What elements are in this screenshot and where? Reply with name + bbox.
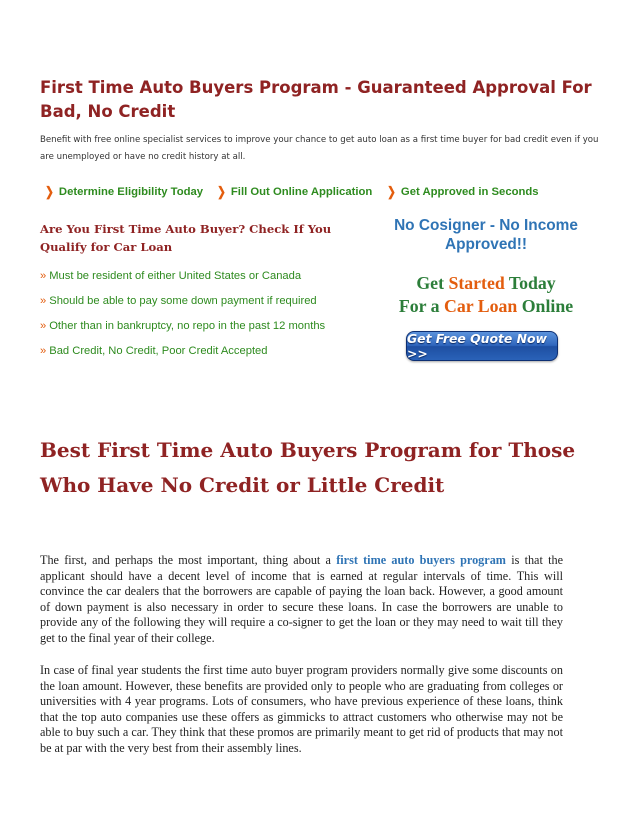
step-label: Fill Out Online Application bbox=[230, 186, 373, 198]
step-get-approved[interactable] bbox=[386, 184, 539, 200]
list-item-text: Should be able to pay some down payment if required bbox=[49, 295, 317, 307]
chevron-right-icon: ❯ bbox=[217, 184, 226, 199]
promo-started: Started bbox=[448, 273, 505, 293]
step-label: Determine Eligibility Today bbox=[58, 186, 204, 198]
step-fill-out-application[interactable] bbox=[216, 184, 372, 200]
bullet-marker: » bbox=[40, 270, 47, 282]
list-item-text: Other than in bankruptcy, no repo in the past 12 months bbox=[49, 320, 326, 332]
article-heading: Best First Time Auto Buyers Program for Those Who Have No Credit or Little Credit bbox=[40, 438, 576, 497]
promo-car-loan: Car Loan bbox=[444, 296, 518, 316]
promo-get: Get bbox=[416, 273, 449, 293]
step-determine-eligibility[interactable] bbox=[44, 184, 203, 200]
step-label: Get Approved in Seconds bbox=[400, 186, 539, 198]
get-free-quote-button[interactable]: Get Free Quote Now >> bbox=[406, 331, 558, 361]
promo-online: Online bbox=[517, 296, 574, 316]
no-cosigner-headline: No Cosigner - No Income Approved!! bbox=[394, 217, 578, 253]
article-paragraph-1 bbox=[40, 553, 563, 646]
list-item bbox=[40, 268, 370, 293]
list-item bbox=[40, 343, 370, 368]
list-item bbox=[40, 293, 370, 318]
bullet-marker: » bbox=[40, 295, 47, 307]
bullet-marker: » bbox=[40, 320, 47, 332]
list-item-text: Bad Credit, No Credit, Poor Credit Accepted bbox=[49, 345, 268, 357]
article-paragraph-2: In case of final year students the first time auto buyer program providers normally give some discounts on the loan amount. However, these benefits are provided only to people who are graduating from colleges or universities with 4 year programs. Lots of consumers, who have previous experience of these loans, think that the top auto companies use these offers as gimmicks to attract customers who otherwise may not be able to buy such a car. They think that these promos are primarily meant to get rid of products that may not be at par with the very best from their assembly lines. bbox=[40, 663, 563, 755]
get-started-promo bbox=[380, 272, 592, 318]
qualify-list bbox=[40, 268, 370, 368]
steps-bar bbox=[40, 184, 600, 200]
list-item-text: Must be resident of either United States or Canada bbox=[49, 270, 302, 282]
list-item bbox=[40, 318, 370, 343]
promo-today: Today bbox=[504, 273, 556, 293]
promo-for-a: For a bbox=[398, 296, 444, 316]
paragraph-text: is that the applicant should have a decent level of income that is earned at regular intervals of time. This will convince the car dealers that the borrowers are capable of paying the loan back. However, a good amount of down payment is also necessary in order to secure these loans. In case the borrowers are unable to provide any of the following they will require a co-signer to get the loan or they may need to wait till they get to the final year of their college. bbox=[40, 553, 563, 645]
chevron-right-icon: ❯ bbox=[387, 184, 396, 199]
qualify-title: Are You First Time Auto Buyer? Check If You Qualify for Car Loan bbox=[40, 222, 332, 254]
paragraph-text: The first, and perhaps the most important, thing about a bbox=[40, 553, 337, 567]
page-subtitle: Benefit with free online specialist services to improve your chance to get auto loan as a first time buyer for bad credit even if you are unemployed or have no credit history at all. bbox=[40, 135, 599, 162]
bullet-marker: » bbox=[40, 345, 47, 357]
chevron-right-icon: ❯ bbox=[45, 184, 54, 199]
page-title: First Time Auto Buyers Program - Guaranteed Approval For Bad, No Credit bbox=[40, 78, 592, 121]
first-time-auto-buyers-program-link[interactable]: first time auto buyers program bbox=[336, 553, 506, 567]
